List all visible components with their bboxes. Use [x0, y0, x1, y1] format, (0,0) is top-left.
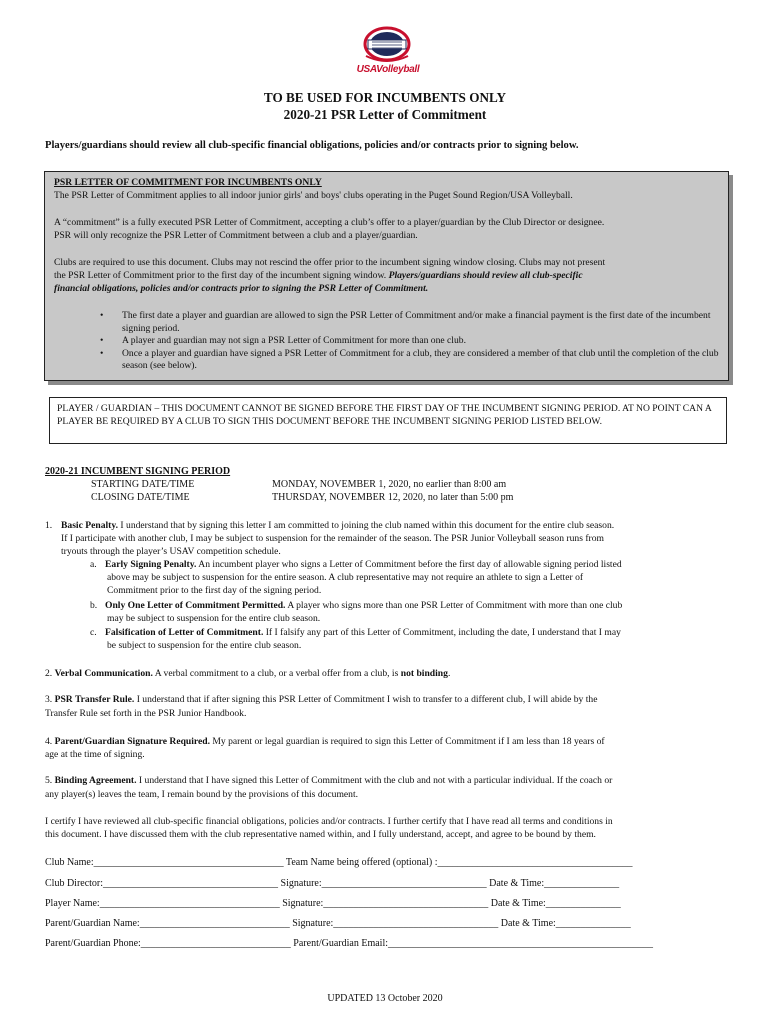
item-1-line-c: tryouts through the player’s USAV competition schedule. — [61, 546, 281, 557]
document-subtitle: 2020-21 PSR Letter of Commitment — [283, 107, 487, 122]
club-director-signature-field[interactable]: Club Director:___________________________________ Signature:_________________________________ Date & Time:_______________ — [45, 878, 620, 889]
item-5-line-b: any player(s) leaves the team, I remain bound by the provisions of this document. — [45, 789, 359, 800]
updated-date-footer: UPDATED 13 October 2020 — [327, 993, 443, 1004]
close-date-label: CLOSING DATE/TIME — [91, 492, 190, 503]
info-box-bullet-list — [100, 310, 722, 373]
item-c-line-a: Falsification of Letter of Commitment. If I falsify any part of this Letter of Commitment, including the date, I understand that I may — [105, 627, 621, 638]
certification-line-b: this document. I have discussed them with the club representative named within, and I fully understand, accept, and agree to be bound by them. — [45, 829, 596, 840]
list-item: • The first date a player and guardian are allowed to sign the PSR Letter of Commitment and/or make a financial payment is the first date of the incumbent signing period. — [100, 310, 711, 334]
info-box-heading: PSR LETTER OF COMMITMENT FOR INCUMBENTS ONLY — [54, 177, 322, 188]
certification-line-a: I certify I have reviewed all club-specific financial obligations, policies and/or contracts. I further certify that I have read all terms and conditions in — [45, 816, 613, 827]
info-box-paragraph-2a: A “commitment” is a fully executed PSR Letter of Commitment, accepting a club’s offer to a player/guardian by the Club Director or designee. — [54, 217, 605, 228]
item-3-line-a: 3. PSR Transfer Rule. I understand that if after signing this PSR Letter of Commitment I wish to transfer to a different club, I will abide by the — [45, 694, 598, 705]
start-date-label: STARTING DATE/TIME — [91, 479, 195, 490]
item-b-line-a: Only One Letter of Commitment Permitted. A player who signs more than one PSR Letter of Commitment with more than one club — [105, 600, 623, 611]
item-a-line-c: Commitment prior to the first day of the signing period. — [107, 585, 322, 596]
item-2: 2. Verbal Communication. A verbal commitment to a club, or a verbal offer from a club, is not binding. — [45, 668, 451, 679]
info-box-paragraph-3c: financial obligations, policies and/or contracts prior to signing the PSR Letter of Commitment. — [54, 283, 429, 294]
item-1-number: 1. — [45, 520, 53, 531]
list-item: • Once a player and guardian have signed a PSR Letter of Commitment for a club, they are considered a member of that club until the completion of the club season (see below). — [100, 347, 719, 372]
item-b-line-b: may be subject to suspension for the entire club season. — [107, 613, 321, 624]
item-a-line-a: Early Signing Penalty. An incumbent player who signs a Letter of Commitment before the first day of allowable signing period listed — [105, 559, 622, 570]
player-name-signature-field[interactable]: Player Name:____________________________________ Signature:_________________________________ Date & Time:_______________ — [45, 898, 621, 909]
item-1-line-b: If I participate with another club, I may be subject to suspension for the remainder of the season. The PSR Junior Volleyball season runs from — [61, 533, 604, 544]
signing-notice-text: PLAYER / GUARDIAN – THIS DOCUMENT CANNOT BE SIGNED BEFORE THE FIRST DAY OF THE INCUMBENT SIGNING PERIOD. AT NO POINT CAN A PLAYER BE REQUIRED BY A CLUB TO SIGN THIS DOCUMENT BEFORE THE INCUMBENT SIGNING PERIOD LISTED BELOW. — [57, 403, 712, 427]
close-date-value: THURSDAY, NOVEMBER 12, 2020, no later than 5:00 pm — [272, 492, 514, 503]
document-title: TO BE USED FOR INCUMBENTS ONLY — [263, 90, 507, 105]
signing-period-heading: 2020-21 INCUMBENT SIGNING PERIOD — [45, 466, 231, 477]
item-3-line-b: Transfer Rule set forth in the PSR Junior Handbook. — [45, 708, 247, 719]
info-box-paragraph-3a: Clubs are required to use this document. Clubs may not rescind the offer prior to the incumbent signing window closing. Clubs may not present — [54, 257, 606, 268]
start-date-value: MONDAY, NOVEMBER 1, 2020, no earlier than 8:00 am — [272, 479, 507, 490]
item-1-line-a: Basic Penalty. I understand that by signing this letter I am committed to joining the club named within this document for the entire club season. — [61, 520, 615, 531]
parent-guardian-phone-email-field[interactable]: Parent/Guardian Phone:______________________________ Parent/Guardian Email:_____________________________________________________ — [45, 938, 654, 949]
item-4-line-a: 4. Parent/Guardian Signature Required. My parent or legal guardian is required to sign this Letter of Commitment if I am less than 18 years of — [45, 736, 605, 747]
item-a-line-b: above may be subject to suspension for the entire season. A club representative may not require an athlete to sign a Letter of — [107, 572, 584, 583]
item-a-number: a. — [90, 559, 97, 570]
info-box-paragraph-2b: PSR will only recognize the PSR Letter of Commitment between a club and a player/guardian. — [54, 230, 418, 241]
info-box-paragraph-3b: the PSR Letter of Commitment prior to the first day of the incumbent signing window. Players/guardians should review all club-specific — [54, 270, 583, 281]
item-c-line-b: be subject to suspension for the entire club season. — [107, 640, 302, 651]
item-c-number: c. — [90, 627, 97, 638]
list-item: • A player and guardian may not sign a PSR Letter of Commitment for more than one club. — [100, 335, 466, 347]
intro-statement: Players/guardians should review all club-specific financial obligations, policies and/or contracts prior to signing below. — [45, 140, 579, 151]
item-5-line-a: 5. Binding Agreement. I understand that I have signed this Letter of Commitment with the club and not with a particular individual. If the coach or — [45, 775, 613, 786]
logo-brand-text: USAVolleyball — [356, 64, 420, 75]
item-b-number: b. — [90, 600, 98, 611]
parent-guardian-name-signature-field[interactable]: Parent/Guardian Name:______________________________ Signature:_________________________________ Date & Time:_______________ — [45, 918, 631, 929]
item-4-line-b: age at the time of signing. — [45, 749, 145, 760]
info-box-paragraph-1: The PSR Letter of Commitment applies to all indoor junior girls' and boys' clubs operating in the Puget Sound Region/USA Volleyball. — [54, 190, 573, 201]
club-name-team-name-field[interactable]: Club Name:______________________________________ Team Name being offered (optional) :_______________________________________ — [45, 857, 633, 868]
